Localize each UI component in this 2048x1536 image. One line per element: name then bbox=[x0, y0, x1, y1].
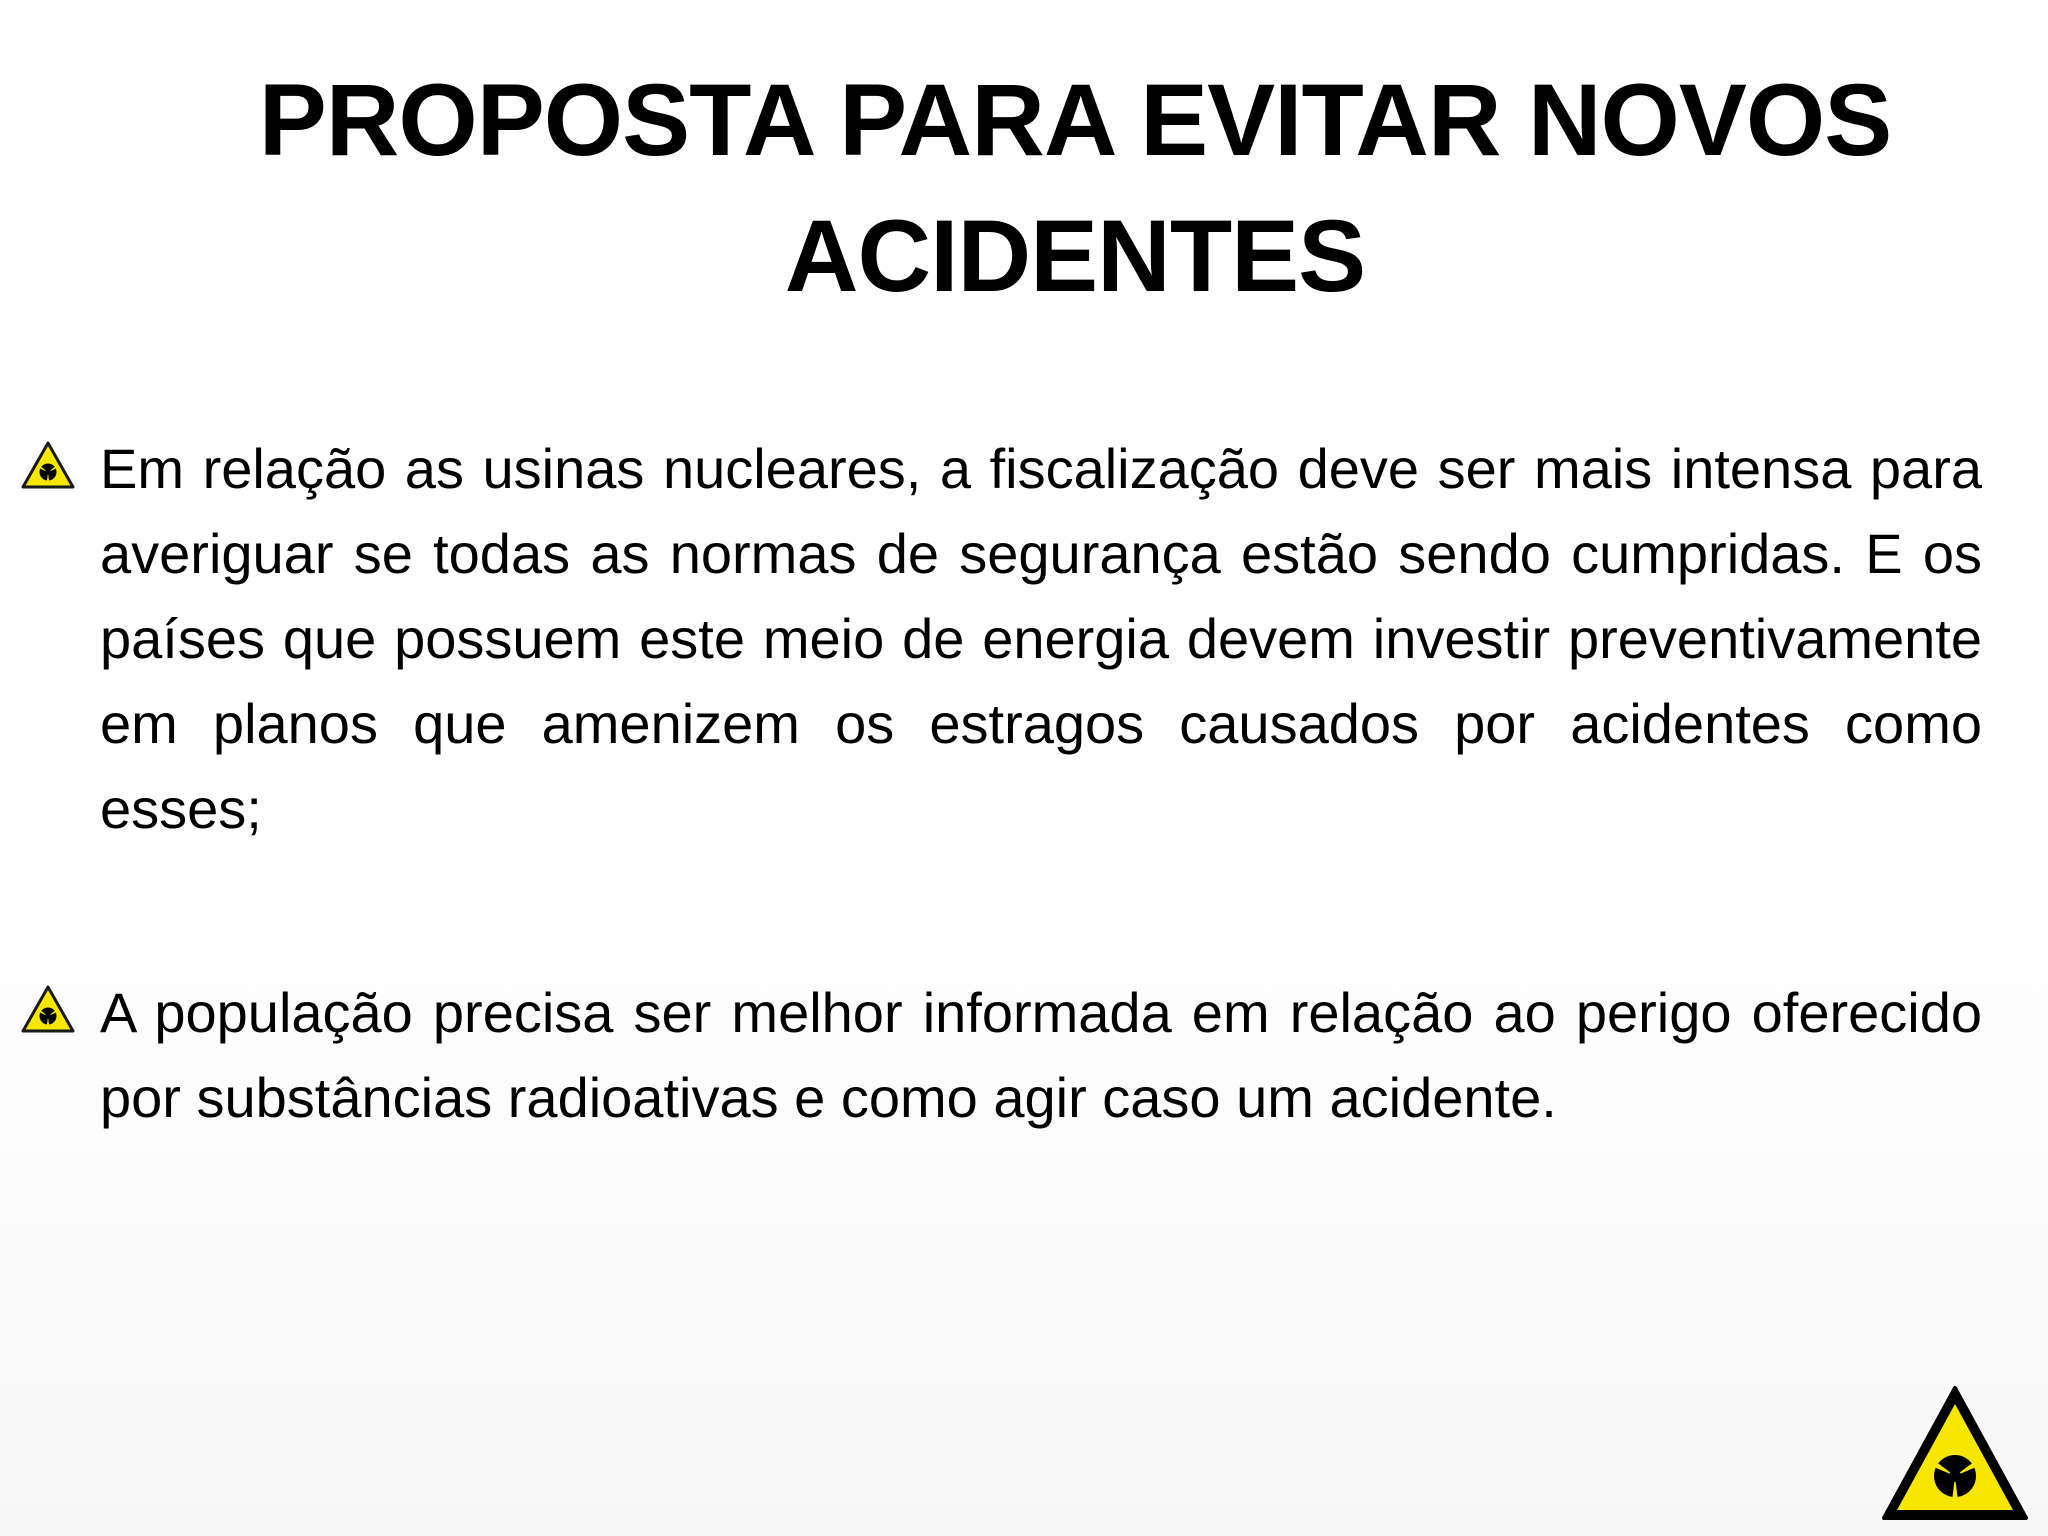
bullet-text: Em relação as usinas nucleares, a fiscalização deve ser mais intensa para averiguar se todas as normas de segurança estão sendo cumpridas. E os países que possuem este meio de energia devem investir preventivamente em planos que amenizem os estragos causados por acidentes como esses; bbox=[100, 437, 1982, 840]
slide-title: PROPOSTA PARA EVITAR NOVOS ACIDENTES bbox=[258, 63, 1892, 313]
radiation-warning-icon bbox=[1880, 1384, 2030, 1522]
radiation-warning-icon bbox=[20, 440, 76, 490]
bullet-text: A população precisa ser melhor informada em relação ao perigo oferecido por substâncias radioativas e como agir caso um acidente. bbox=[100, 981, 1982, 1129]
radiation-warning-icon bbox=[20, 984, 76, 1034]
